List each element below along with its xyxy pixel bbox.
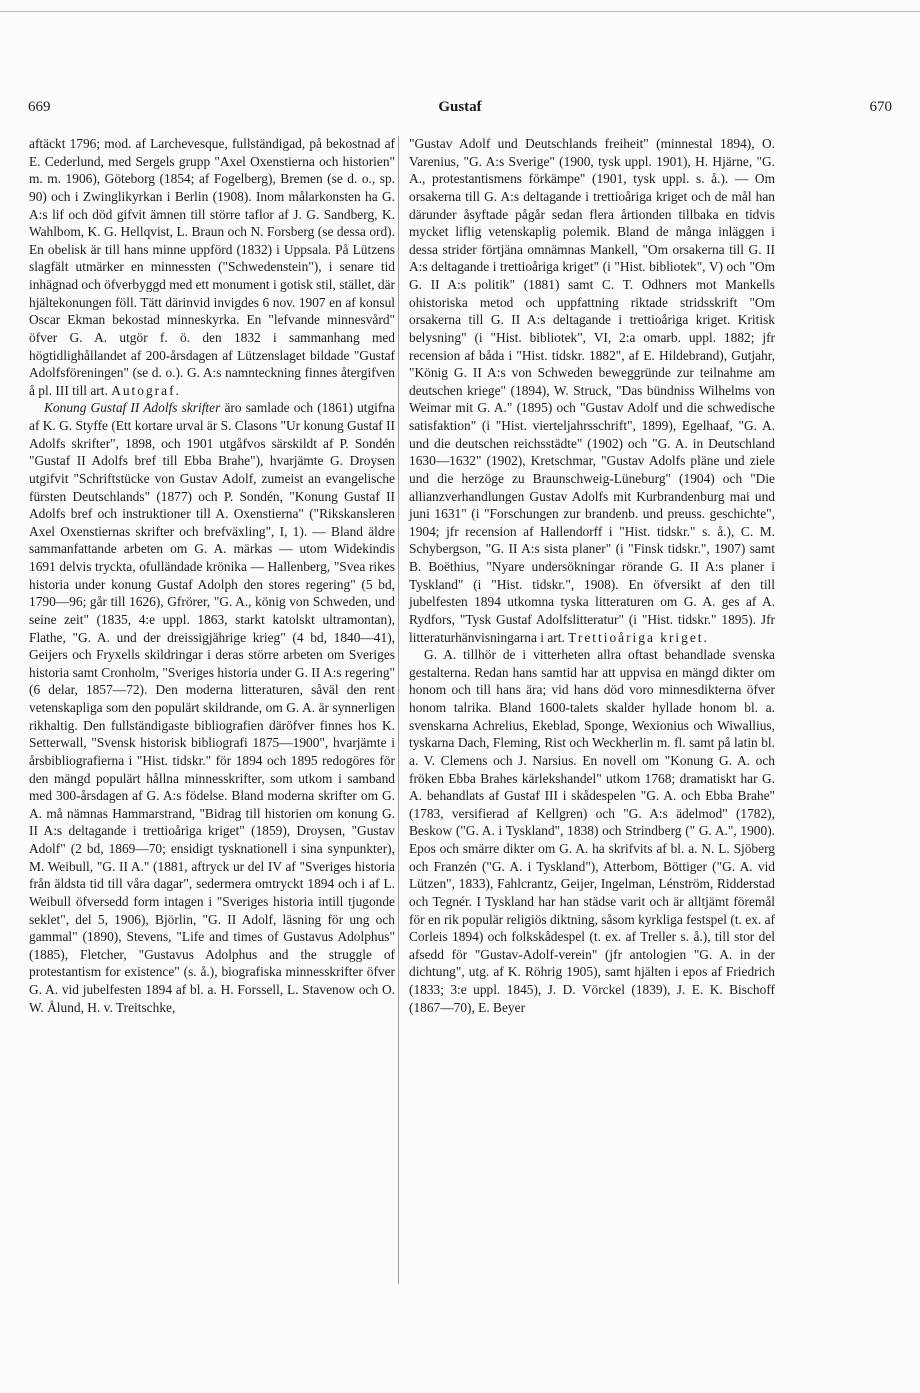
right-paragraph-2-text: G. A. tillhör de i vitterheten allra oftast behandlade svenska gestalterna. Redan hans samtid har att uppvisa en mängd dikter om honom och till hans ära; vid hans död voro minnesdikterna öfver honom talrika. Bland 1600-talets skalder hyllade honom bl. a. svenskarna Achrelius, Ekeblad, Sponge, Wexionius och Wiwallius, tyskarna Dach, Fleming, Rist och Weckherlin m. fl. samt på latin bl. a. V. Clemens och J. Narsius. En novell om "Konung G. A. och fröken Ebba Brahes kärlekshandel" utkom 1768; dramatiskt har G. A. behandlats af Gustaf III i skådespelen "G. A. och Ebba Brahe" (1783, versifierad af Kellgren) och "G. A:s ädelmod" (1782), Beskow ("G. A. i Tyskland", 1838) och Strindberg (" G. A.", 1900). Epos och smärre dikter om G. A. ha skrifvits af bl. a. N. L. Sjöberg och Franzén ("G. A. i Tyskland"), Atterbom, Böttiger ("G. A. vid Lützen", 1833), Fahlcrantz, Geijer, Ingelman, Lénström, Ridderstad och Tegnér. I Tyskland har han städse varit och är alltjämt föremål för en rik populär religiös diktning, såsom kyrkliga festspel (t. ex. af Corleis 1894) och folkskådespel (t. ex. af Treller s. å.), till stor del afsedd för "Gustav-Adolf-verein" (jfr antologien "G. A. in der dichtung", utg. af K. Röhrig 1905), samt hjälten i epos af Friedrich (1833; 3:e uppl. 1845), J. D. Vörckel (1839), J. E. K. Bischoff (1867—70), E. Beyer bbox=[409, 647, 775, 1015]
left-paragraph-1 bbox=[29, 135, 395, 399]
right-paragraph-1-text: "Gustav Adolf und Deutschlands freiheit" (minnestal 1894), O. Varenius, "G. A:s Sverige" (1900, tysk uppl. 1901), H. Hjärne, "G. A., protestantismens förkämpe" (1901, tysk uppl. s. å.). — Om orsakerna till G. A:s deltagande i trettioåriga kriget och de mål han därunder åsyftade pågår sedan flera årtionden tillbaka en tidvis mycket liflig vetenskaplig polemik. Bland de många inläggen i dessa strider förtjäna omnämnas Mankell, "Om orsakerna till G. II A:s deltagande i trettioåriga kriget" (i "Hist. bibliotek", V) och "Om G. II A:s politik" (1881) samt C. T. Odhners mot Mankells ohistoriska metod och uppfattning riktade stridsskrift "Om orsakerna till G. II A:s deltagande i trettioåriga kriget. Kritisk belysning" (i "Hist. bibliotek", VI, 2:a omarb. uppl. 1882; jfr recension af båda i "Hist. tidskr. 1882", af E. Hildebrand), Gutjahr, "König G. II A:s von Schweden beweggründe zur teilnahme am deutschen kriege" (1894), W. Struck, "Das bündniss Wilhelms von Weimar mit G. A." (1895) och "Gustav Adolf und die schwedische satisfaktion" (i "Hist. vierteljahrsschrift", 1899), Egelhaaf, "G. A. und die deutschen reichsstädte" (1902) och "G. A. in Deutschland 1630—1632" (1902), Kretschmar, "Gustav Adolfs pläne und ziele und die herzöge zu Braunschweig-Lüneburg" (1904) och "Die allianzverhandlungen Gustav Adolfs mit Kurbrandenburg mai und juni 1631" (i "Forschungen zur brandenb. und preuss. geschichte", 1904; jfr recension af Hallendorff i "Hist. tidskr." s. å.), C. M. Schybergson, "G. II A:s sista planer" (i "Finsk tidskr.", 1907) samt B. Boëthius, "Nyare undersökningar rörande G. II A:s planer i Tyskland" (i "Hist. tidskr.", 1908). En öfversikt af den till jubelfesten 1894 utkomna tyska litteraturen om G. A. ges af A. Rydfors, "Tysk Gustaf Adolfslitteratur" (i "Hist. tidskr." 1895). Jfr litteraturhänvisningarna i art. bbox=[409, 136, 775, 645]
left-paragraph-2-text: äro samlade och (1861) utgifna af K. G. Styffe (Ett kortare urval är S. Clasons "Ur konung Gustaf II Adolfs skrifter", 1898, och 1901 utgåfvos särskildt af P. Sondén "Gustaf II Adolfs bref till Ebba Brahe"), hvarjämte G. Droysen utgifvit "Schriftstücke von Gustav Adolf, zumeist an evangelische fürsten Deutschlands" (1877) och P. Sondén, "Konung Gustaf II Adolfs bref och instruktioner till A. Oxenstierna" ("Rikskansleren Axel Oxenstiernas skrifter och brefväxling", I, 1). — Bland äldre sammanfattande arbeten om G. A. märkas — utom Widekindis 1691 delvis tryckta, ofulländade krönika — Hallenberg, "Svea rikes historia under konung Gustaf Adolph den stores regering" (5 bd, 1790—96; går till 1626), Gfrörer, "G. A., könig von Schweden, und seine zeit" (1835, 4:e uppl. 1863, starkt katolskt ultramontan), Flathe, "G. A. und der dreissigjährige krieg" (4 bd, 1840—41), Geijers och Fryxells skildringar i deras större arbeten om Sveriges historia samt Cronholm, "Sveriges historia under G. II A:s regering" (6 delar, 1857—72). Den moderna litteraturen, såväl den rent vetenskapliga som den populärt skildrande, om G. A. är synnerligen rikhaltig. Den fullständigaste bibliografien däröfver finnes hos K. Setterwall, "Svensk historisk bibliografi 1875—1900", hvarjämte i årsbibliografierna i "Hist. tidskr." för 1894 och 1895 redogöres för den mängd populärt hållna minnesskrifter, som utkom i samband med 300-årsdagen af G. A:s födelse. Bland moderna skrifter om G. A. må nämnas Hammarstrand, "Bidrag till historien om konung G. II A:s deltagande i trettioåriga kriget" (1859), Droysen, "Gustav Adolf" (2 bd, 1869—70; ensidigt tysknationell i sina synpunkter), M. Weibull, "G. II A." (1881, aftryck ur del IV af "Sveriges historia från äldsta tid till våra dagar", sedermera omtryckt 1894 och i af L. Weibull öfversedd form intagen i "Sveriges historia intill tjugonde seklet", del 5, 1906), Björlin, "G. II Adolf, läsning för ung och gammal" (1890), Stevens, "Life and times of Gustavus Adolphus" (1885), Fletcher, "Gustavus Adolphus and the struggle of protestantism for existence" (s. å.), biografiska minnesskrifter öfver G. A. vid jubelfesten 1894 af bl. a. H. Forssell, L. Stavenow och O. W. Ålund, H. v. Treitschke, bbox=[29, 400, 396, 1015]
autograf-reference: Autograf. bbox=[111, 382, 181, 398]
left-paragraph-1-text: aftäckt 1796; mod. af Larchevesque, fullständigad, på bekostnad af E. Cederlund, med Sergels grupp "Axel Oxenstierna och historien" m. m. 1906), Göteborg (1854; af Fogelberg), Bremen (se d. o., sp. 90) och i Zwinglikyrkan i Berlin (1908). Inom målarkonsten ha G. A:s lif och död gifvit ämnen till större taflor af J. G. Sandberg, K. Wahlbom, K. G. Hellqvist, L. Braun och N. Forsberg (se dessa ord). En obelisk är till hans minne uppförd (1832) i Uppsala. På Lützens slagfält utmärker en minnessten ("Schwedenstein"), i senare tid inhägnad och öfverbyggd med ett monument i gotisk stil, stället, där hjältekonungen föll. Tätt därinvid invigdes 6 nov. 1907 en af konsul Oscar Ekman bekostad minneskyrka. En "lefvande minnesvård" öfver G. A. utgör f. ö. den 1832 i sammanhang med högtidlighållandet af 200-årsdagen af Lützenslaget bildade "Gustaf Adolfsföreningen" (se d. o.). G. A:s namnteckning finnes återgifven å pl. III till art. bbox=[29, 136, 395, 398]
page-header bbox=[28, 99, 892, 119]
running-title: Gustaf bbox=[438, 99, 482, 115]
right-paragraph-2 bbox=[409, 646, 775, 1016]
top-scan-rule bbox=[0, 11, 920, 12]
page-number-left: 669 bbox=[28, 99, 51, 115]
right-column bbox=[409, 135, 775, 1016]
left-column bbox=[29, 135, 395, 1016]
left-paragraph-2 bbox=[29, 399, 395, 1016]
skrifter-heading: Konung Gustaf II Adolfs skrifter bbox=[44, 400, 221, 416]
column-divider bbox=[398, 136, 399, 1284]
trettioariga-kriget-reference: Trettioåriga kriget. bbox=[568, 629, 709, 645]
page-number-right: 670 bbox=[869, 99, 892, 115]
right-paragraph-1 bbox=[409, 135, 775, 646]
